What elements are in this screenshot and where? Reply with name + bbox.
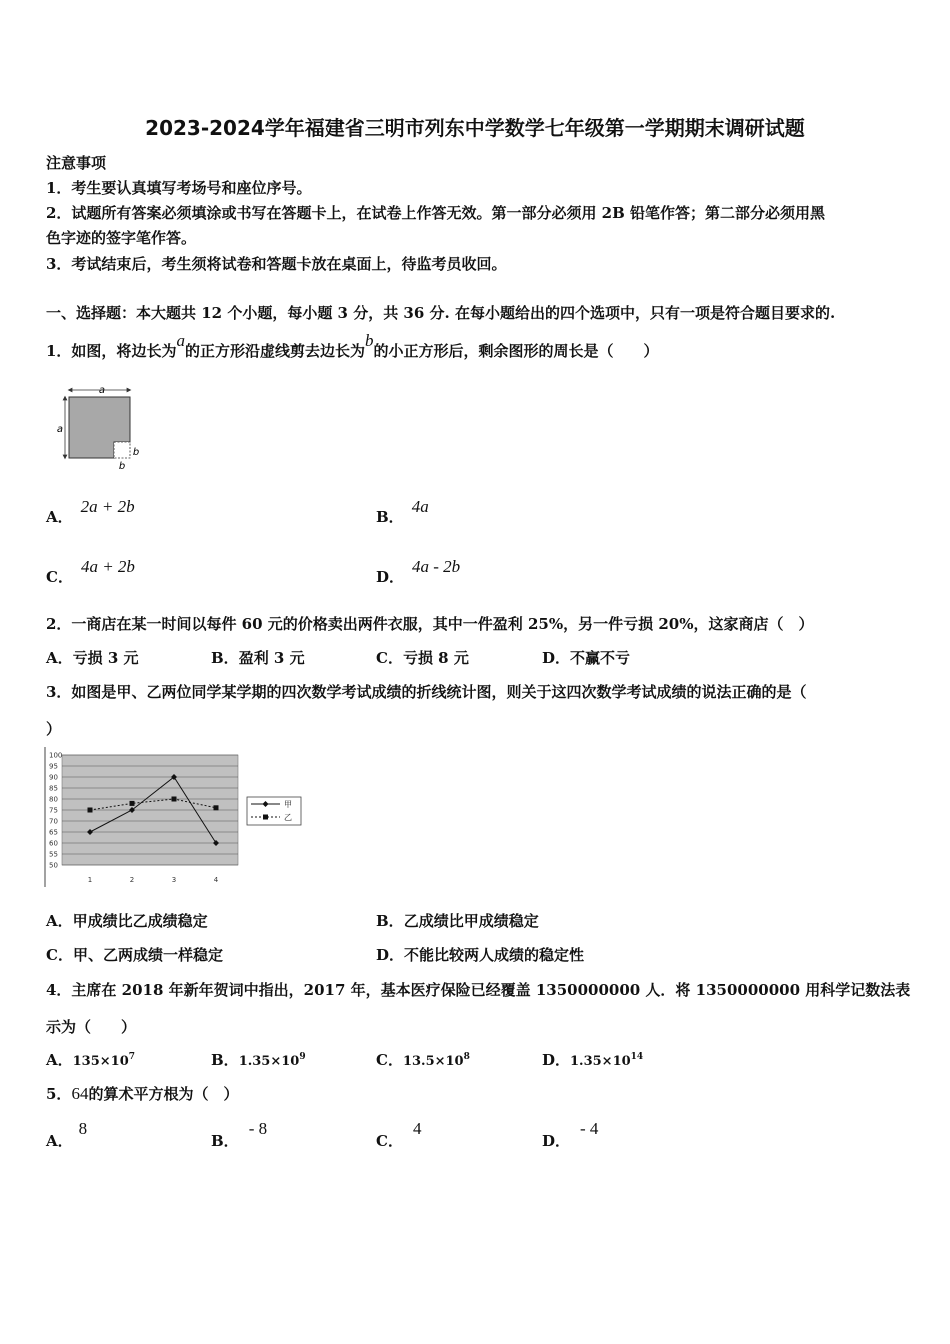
y-tick-label: 90 — [49, 773, 58, 782]
y-tick-label: 100 — [49, 751, 63, 760]
option-label: B． — [211, 1051, 239, 1069]
option-value: 4a - 2b — [412, 557, 461, 576]
q4-stem-line1: 4．主席在 2018 年新年贺词中指出，2017 年，基本医疗保险已经覆盖 1350000000 人．将 1350000000 用科学记数法表 — [46, 981, 911, 999]
q1-stem-part2: 的正方形沿虚线剪去边长为 — [184, 342, 365, 360]
option-text: 不赢不亏 — [570, 649, 631, 667]
q3-option-c[interactable] — [46, 944, 223, 965]
q2-option-d[interactable] — [542, 647, 630, 668]
fig-label-b-bottom: b — [118, 461, 126, 472]
q1-option-d[interactable] — [376, 556, 461, 586]
q2-option-a[interactable] — [46, 647, 139, 668]
option-exponent: 7 — [128, 1052, 136, 1062]
option-label: C． — [46, 568, 73, 586]
q1-var-b: b — [364, 331, 374, 350]
q4-option-a[interactable] — [46, 1049, 135, 1070]
q3-option-d[interactable] — [376, 944, 584, 965]
y-tick-label: 85 — [49, 784, 58, 793]
option-text: 亏损 8 元 — [402, 649, 469, 667]
data-point-square — [88, 808, 93, 813]
q1-square-figure — [52, 382, 152, 472]
option-label: C． — [46, 946, 73, 964]
q2-stem: 2．一商店在某一时间以每件 60 元的价格卖出两件衣服，其中一件盈利 25%，另一件亏损 20%，这家商店（ ） — [46, 615, 814, 633]
option-label: D． — [376, 568, 405, 586]
y-tick-label: 60 — [49, 839, 58, 848]
q3-stem-line2: ） — [46, 720, 62, 738]
x-tick-label: 4 — [213, 876, 219, 884]
option-label: D． — [542, 1132, 571, 1150]
option-label: C． — [376, 1132, 403, 1150]
y-tick-label: 50 — [49, 861, 58, 870]
q3-stem-line1: 3．如图是甲、乙两位同学某学期的四次数学考试成绩的折线统计图，则关于这四次数学考试成绩的说法正确的是（ — [46, 683, 807, 701]
option-label: B． — [376, 508, 404, 526]
option-text: 乙成绩比甲成绩稳定 — [403, 912, 539, 930]
cut-square — [114, 442, 130, 458]
option-label: A． — [46, 649, 73, 667]
option-label: A． — [46, 1051, 73, 1069]
notice-line-2b: 色字迹的签字笔作答。 — [46, 229, 197, 247]
q1-stem — [46, 331, 659, 361]
option-text: 甲成绩比乙成绩稳定 — [72, 912, 208, 930]
option-value: - 8 — [248, 1119, 268, 1138]
option-exponent: 9 — [299, 1052, 306, 1062]
option-value: - 4 — [580, 1119, 599, 1138]
option-base: 1.35×10 — [238, 1054, 300, 1069]
data-point-square — [130, 801, 135, 806]
option-text: 不能比较两人成绩的稳定性 — [404, 946, 585, 964]
option-exponent: 14 — [630, 1052, 644, 1062]
q3-option-a[interactable] — [46, 910, 208, 931]
legend-label: 甲 — [284, 800, 292, 809]
option-base: 13.5×10 — [402, 1054, 464, 1069]
option-label: C． — [376, 649, 403, 667]
option-label: D． — [542, 1051, 571, 1069]
section-heading: 一、选择题：本大题共 12 个小题，每小题 3 分，共 36 分. 在每小题给出的四个选项中，只有一项是符合题目要求的. — [46, 304, 836, 322]
q5-stem-part2: 的算术平方根为（ ） — [88, 1085, 239, 1103]
data-point-square — [214, 805, 219, 810]
q5-option-c[interactable] — [376, 1118, 422, 1150]
option-label: B． — [211, 1132, 239, 1150]
q5-option-d[interactable] — [542, 1118, 599, 1150]
legend-marker-square — [263, 815, 268, 820]
fig-label-a-left: a — [56, 424, 64, 435]
notice-line-1: 1．考生要认真填写考场号和座位序号。 — [46, 179, 312, 197]
notice-line-2a: 2．试题所有答案必须填涂或书写在答题卡上，在试卷上作答无效。第一部分必须用 2B 铅笔作答；第二部分必须用黑 — [46, 204, 826, 222]
q5-option-b[interactable] — [211, 1118, 268, 1150]
option-value: 4a — [411, 497, 429, 516]
option-label: D． — [376, 946, 405, 964]
option-label: A． — [46, 508, 73, 526]
option-label: A． — [46, 912, 73, 930]
x-tick-label: 1 — [87, 876, 93, 884]
fig-label-b-right: b — [132, 447, 140, 458]
option-label: C． — [376, 1051, 403, 1069]
option-text: 亏损 3 元 — [72, 649, 139, 667]
q1-stem-part3: 的小正方形后，剩余图形的周长是（ ） — [373, 342, 659, 360]
y-tick-label: 75 — [49, 806, 58, 815]
option-base: 1.35×10 — [570, 1054, 631, 1069]
option-base: 135×10 — [72, 1054, 129, 1069]
y-tick-label: 80 — [49, 795, 58, 804]
option-label: B． — [376, 912, 404, 930]
y-tick-label: 95 — [49, 762, 58, 771]
y-tick-label: 65 — [49, 828, 58, 837]
option-exponent: 8 — [463, 1052, 470, 1062]
y-tick-label: 55 — [49, 850, 58, 859]
option-value: 8 — [78, 1119, 88, 1138]
y-tick-label: 70 — [49, 817, 58, 826]
q1-option-a[interactable] — [46, 496, 135, 526]
q2-option-c[interactable] — [376, 647, 469, 668]
q4-option-c[interactable] — [376, 1049, 470, 1070]
notice-heading: 注意事项 — [46, 154, 107, 172]
q1-var-a: a — [176, 331, 185, 350]
legend-box — [247, 797, 301, 825]
x-tick-label: 3 — [171, 876, 177, 884]
q3-option-b[interactable] — [376, 910, 539, 931]
notice-line-3: 3．考试结束后，考生须将试卷和答题卡放在桌面上，待监考员收回。 — [46, 255, 507, 273]
q3-line-chart — [40, 745, 310, 890]
data-point-square — [172, 797, 177, 802]
option-label: D． — [542, 649, 571, 667]
q5-number: 64 — [71, 1084, 89, 1103]
q2-option-b[interactable] — [211, 647, 305, 668]
page-title: 2023-2024学年福建省三明市列东中学数学七年级第一学期期末调研试题 — [145, 116, 805, 140]
q1-stem-part1: 1．如图，将边长为 — [46, 342, 177, 360]
option-value: 4 — [412, 1119, 422, 1138]
legend-label: 乙 — [284, 813, 292, 822]
option-value: 4a + 2b — [80, 557, 135, 576]
q1-option-c[interactable] — [46, 556, 135, 586]
option-value: 2a + 2b — [80, 497, 135, 516]
q5-stem-part1: 5． — [46, 1085, 72, 1103]
option-text: 盈利 3 元 — [238, 649, 305, 667]
q4-option-b[interactable] — [211, 1049, 306, 1070]
option-label: B． — [211, 649, 239, 667]
q5-stem — [46, 1083, 238, 1104]
fig-label-a-top: a — [98, 385, 106, 396]
q4-stem-line2: 示为（ ） — [46, 1018, 137, 1036]
q5-option-a[interactable] — [46, 1118, 88, 1150]
option-text: 甲、乙两成绩一样稳定 — [72, 946, 223, 964]
q4-option-d[interactable] — [542, 1049, 643, 1070]
x-tick-label: 2 — [129, 876, 135, 884]
q1-option-b[interactable] — [376, 496, 429, 526]
option-label: A． — [46, 1132, 73, 1150]
